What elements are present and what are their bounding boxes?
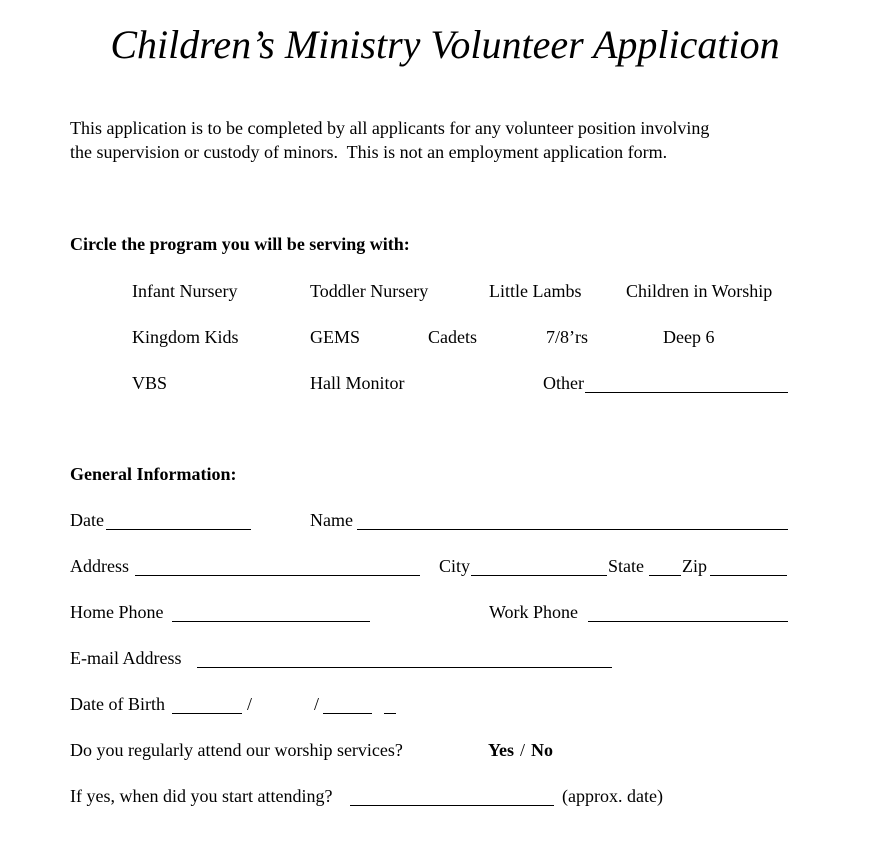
field-row-email bbox=[0, 647, 890, 673]
field-row-worship bbox=[0, 739, 890, 765]
intro-line-2: the supervision or custody of minors. This is not an employment application form. bbox=[70, 142, 668, 162]
dob-blank-month bbox=[172, 695, 242, 714]
work-phone-label: Work Phone bbox=[489, 602, 579, 622]
email-label: E-mail Address bbox=[70, 648, 182, 668]
program-row-2 bbox=[0, 326, 890, 352]
yes-option: Yes bbox=[488, 740, 514, 760]
attending-blank-line bbox=[350, 787, 554, 806]
program-vbs: VBS bbox=[132, 373, 168, 393]
dob-slash-2: / bbox=[314, 694, 320, 714]
yes-no-slash: / bbox=[520, 740, 526, 760]
email-blank-line bbox=[197, 649, 612, 668]
dob-blank-tail bbox=[384, 695, 396, 714]
program-little-lambs: Little Lambs bbox=[489, 281, 582, 301]
dob-label: Date of Birth bbox=[70, 694, 165, 714]
home-phone-label: Home Phone bbox=[70, 602, 164, 622]
date-blank-line bbox=[106, 511, 251, 530]
home-phone-blank-line bbox=[172, 603, 370, 622]
general-information-heading: General Information: bbox=[70, 464, 237, 484]
program-kingdom-kids: Kingdom Kids bbox=[132, 327, 239, 347]
state-blank-line bbox=[649, 557, 681, 576]
program-toddler-nursery: Toddler Nursery bbox=[310, 281, 429, 301]
field-row-address bbox=[0, 555, 890, 581]
program-deep-6: Deep 6 bbox=[663, 327, 715, 347]
zip-label: Zip bbox=[682, 556, 707, 576]
program-gems: GEMS bbox=[310, 327, 361, 347]
field-row-dob bbox=[0, 693, 890, 719]
city-label: City bbox=[439, 556, 471, 576]
zip-blank-line bbox=[710, 557, 787, 576]
field-row-date-name bbox=[0, 509, 890, 535]
program-row-1 bbox=[0, 280, 890, 306]
program-other-label: Other bbox=[543, 373, 584, 393]
program-hall-monitor: Hall Monitor bbox=[310, 373, 405, 393]
program-row-3 bbox=[0, 372, 890, 398]
program-7-8-rs: 7/8’rs bbox=[546, 327, 588, 347]
date-label: Date bbox=[70, 510, 104, 530]
city-blank-line bbox=[471, 557, 607, 576]
state-label: State bbox=[608, 556, 644, 576]
address-label: Address bbox=[70, 556, 129, 576]
name-label: Name bbox=[310, 510, 353, 530]
name-blank-line bbox=[357, 511, 788, 530]
work-phone-blank-line bbox=[588, 603, 788, 622]
field-row-attending bbox=[0, 785, 890, 811]
intro-line-1: This application is to be completed by all applicants for any volunteer position involving bbox=[70, 118, 710, 138]
field-row-phones bbox=[0, 601, 890, 627]
program-children-in-worship: Children in Worship bbox=[626, 281, 773, 301]
dob-slash-1: / bbox=[247, 694, 253, 714]
no-option: No bbox=[531, 740, 554, 760]
program-infant-nursery: Infant Nursery bbox=[132, 281, 238, 301]
dob-blank-year bbox=[323, 695, 372, 714]
programs-heading: Circle the program you will be serving with: bbox=[70, 234, 410, 254]
program-other-blank-line bbox=[585, 374, 788, 393]
approx-date-note: (approx. date) bbox=[562, 786, 663, 806]
program-cadets: Cadets bbox=[428, 327, 477, 347]
address-blank-line bbox=[135, 557, 420, 576]
worship-question: Do you regularly attend our worship services? bbox=[70, 740, 403, 760]
yes-no-choice bbox=[488, 739, 553, 761]
form-title: Children’s Ministry Volunteer Application bbox=[110, 22, 780, 67]
attending-question: If yes, when did you start attending? bbox=[70, 786, 333, 806]
